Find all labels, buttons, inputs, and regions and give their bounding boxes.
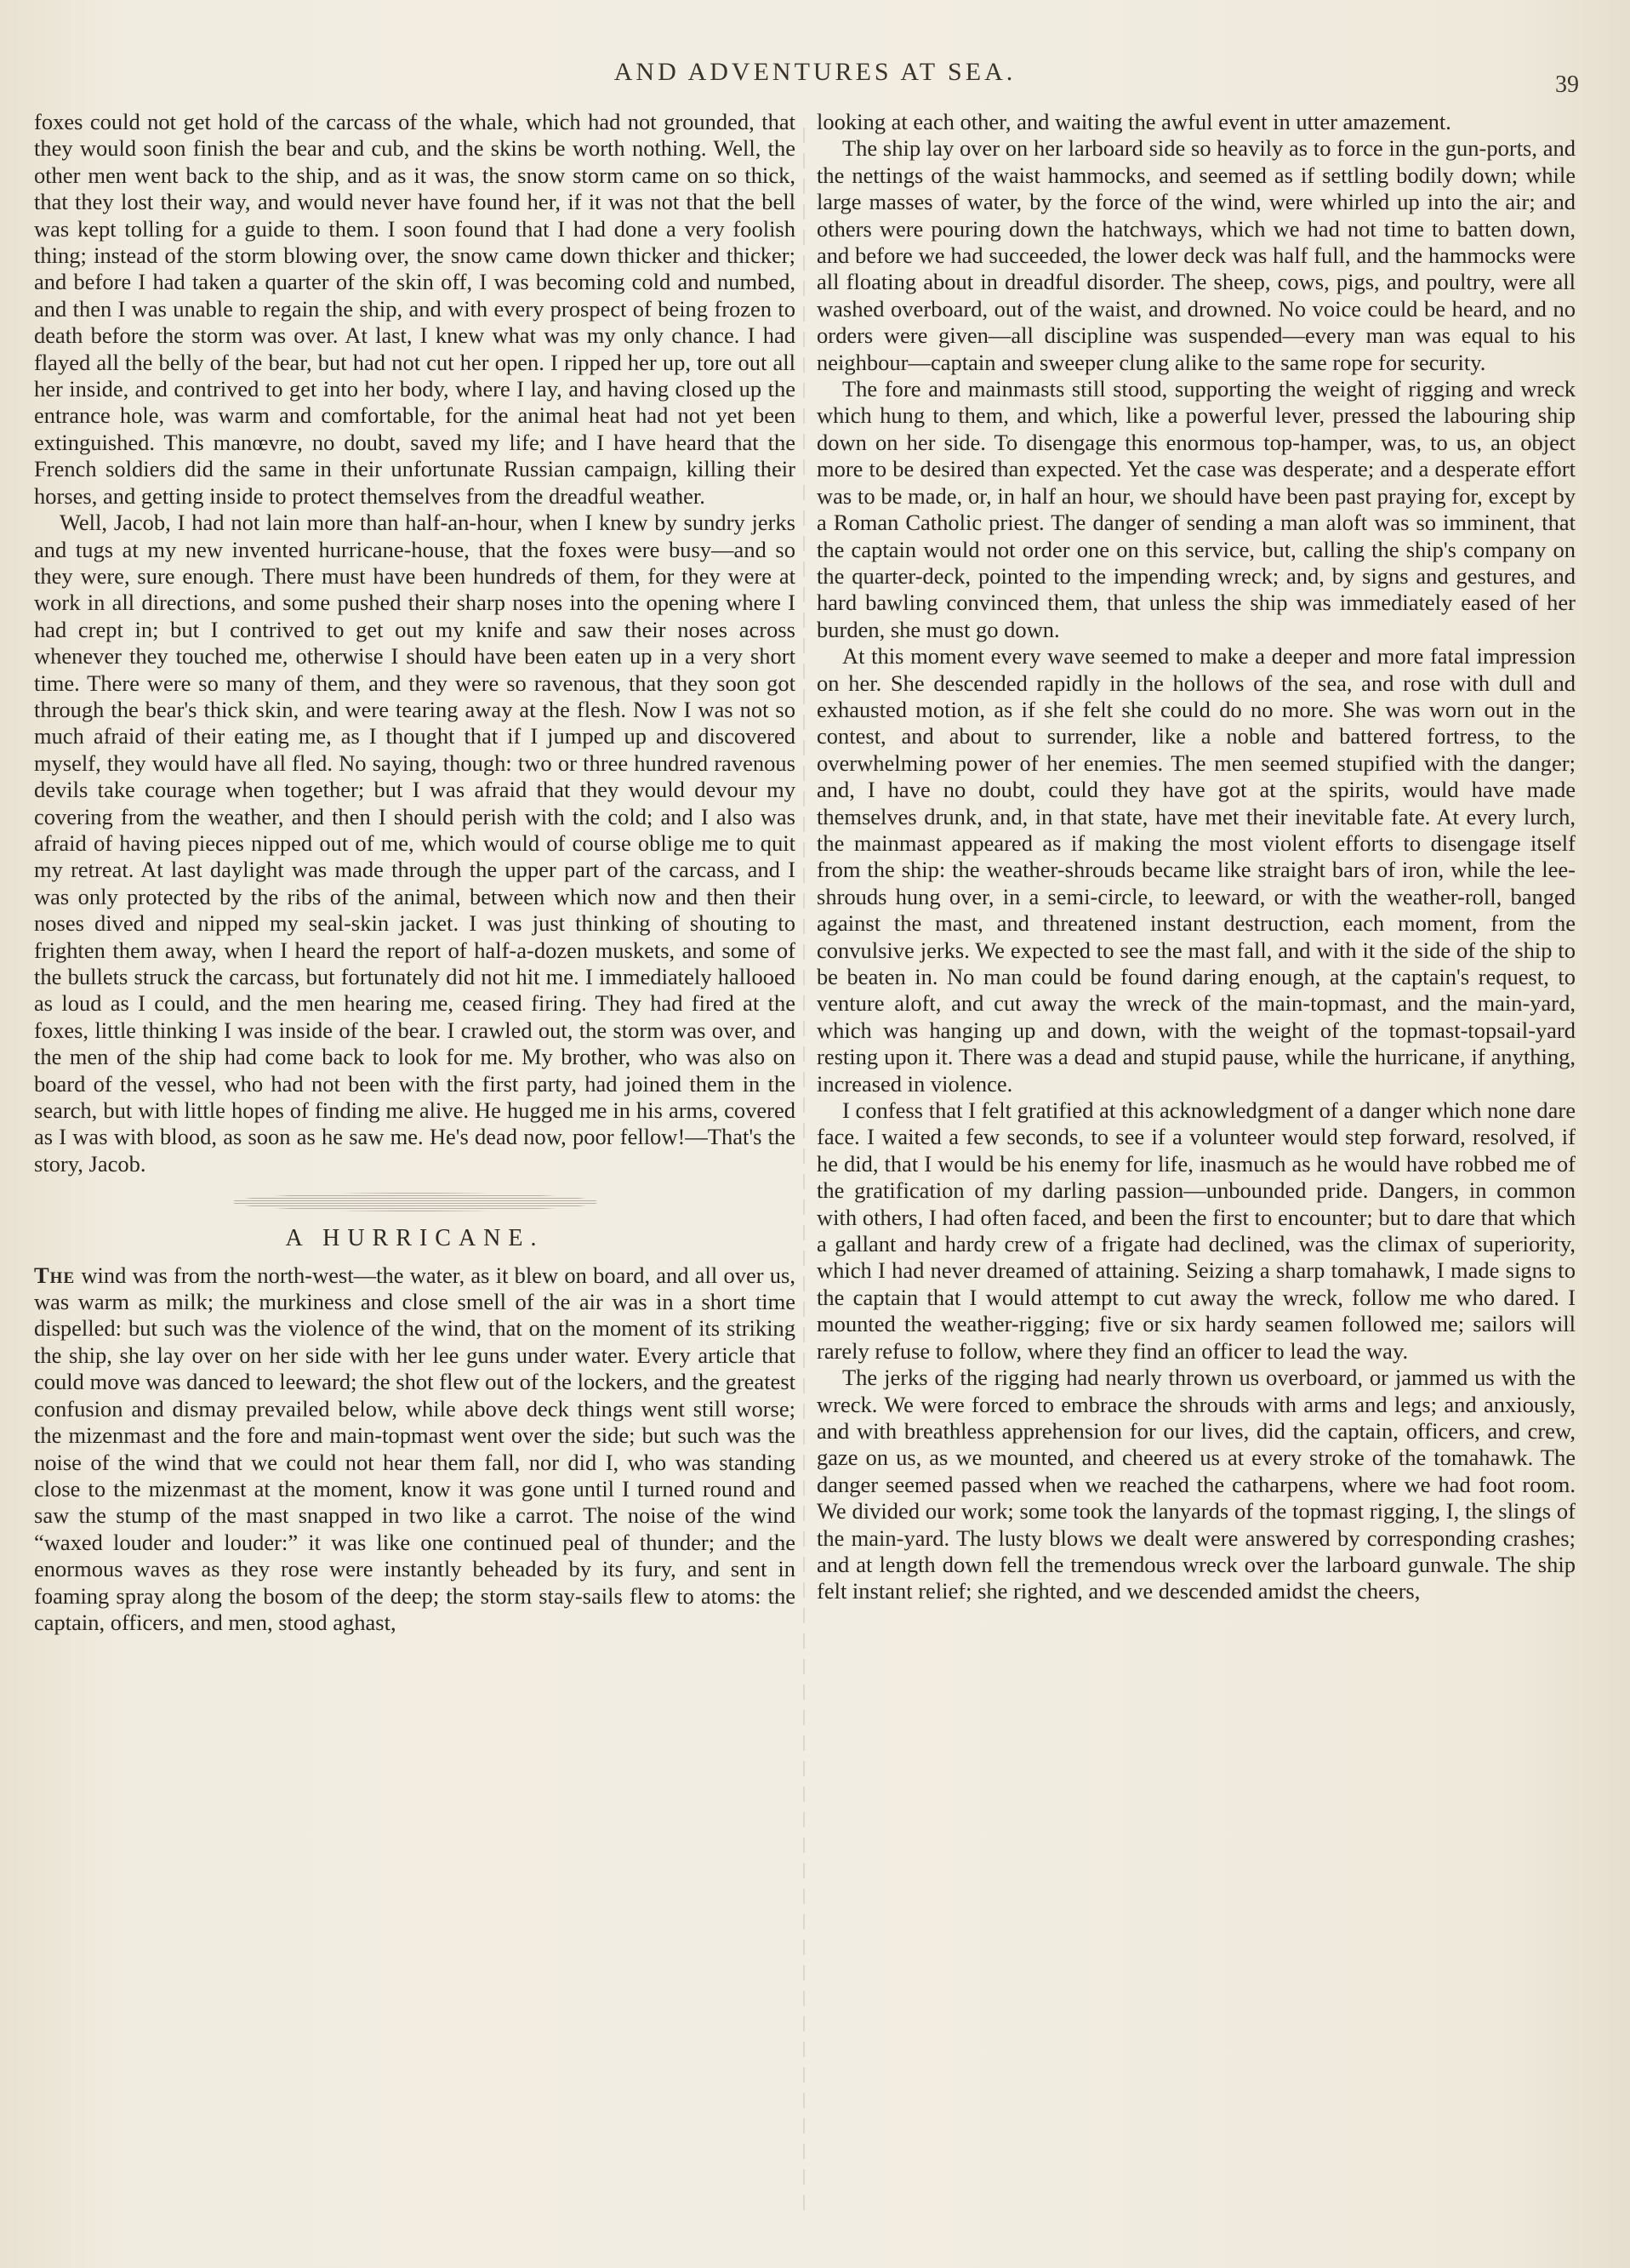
right-column (817, 109, 1576, 1605)
paragraph-amazement: looking at each other, and waiting the awful event in utter amazement. (817, 109, 1451, 134)
column-divider (803, 128, 805, 2220)
section-title: A HURRICANE. (285, 1225, 544, 1252)
paragraph-rigging-jerks: The jerks of the rigging had nearly thrown us overboard, or jammed us with the wreck. We were forced to embrace the shrouds with arms and legs; and anxiously, and with breathless apprehension for our lives, did the captain, officers, and crew, gaze on us, as we mounted, and cheered us at every stroke of the tomahawk. The danger seemed passed when we reached the catharpens, where we had foot room. We divided our work; some took the lanyards of the topmast rigging, I, the slings of the main-yard. The lusty blows we dealt were answered by corresponding crashes; and at length down fell the tremendous wreck over the larboard gunwale. The ship felt instant relief; she righted, and we descended amidst the cheers, (817, 1365, 1576, 1604)
left-column (34, 109, 795, 1636)
page-number: 39 (1555, 71, 1579, 98)
paragraph-ship-lay-over: The ship lay over on her larboard side so heavily as to force in the gun-ports, and the nettings of the waist hammocks, and seemed as if settling bodily down; while large masses of water, by the force of the wind, were whirled up into the air; and others were pouring down the hatchways, which we had not time to batten down, and before we had succeeded, the lower deck was half full, and the hammocks were all floating about in dreadful disorder. The sheep, cows, pigs, and poultry, were all washed overboard, out of the waist, and drowned. No voice could be heard, and no orders were given—all discipline was suspended—every man was equal to his neighbour—captain and sweeper clung alike to the same rope for security. (817, 135, 1576, 375)
paragraph-hurricane-opening (34, 1262, 795, 1637)
paragraph-fore-mainmasts: The fore and mainmasts still stood, supporting the weight of rigging and wreck which hung to them, and which, like a powerful lever, pressed the labouring ship down on her side. To disengage this enormous top-hamper, was, to us, an object more to be desired than expected. Yet the case was desperate; and a desperate effort was to be made, or, in half an hour, we should have been past praying for, except by a Roman Catholic priest. The danger of sending a man aloft was so imminent, that the captain would not order one on this service, but, calling the ship's company on the quarter-deck, pointed to the impending wreck; and, by signs and gestures, and hard bawling convinced them, that unless the ship was immediately eased of her burden, she must go down. (817, 376, 1576, 642)
paragraph-every-wave: At this moment every wave seemed to make a deeper and more fatal impression on her. She descended rapidly in the hollows of the sea, and rose with dull and exhausted motion, as if she felt she could do no more. She was worn out in the contest, and about to surrender, like a noble and battered fortress, to the overwhelming power of her enemies. The men seemed stupified with the danger; and, I have no doubt, could they have got at the spirits, would have made themselves drunk, and, in that state, have met their inevitable fate. At every lurch, the mainmast appeared as if making the most violent efforts to disengage itself from the ship: the weather-shrouds became like straight bars of iron, while the lee-shrouds hung over, in a semi-circle, to leeward, or with the weather-roll, banged against the mast, and threatened instant destruction, each moment, from the convulsive jerks. We expected to see the mast fall, and with it the side of the ship to be beaten in. No man could be found daring enough, at the captain's request, to venture aloft, and cut away the wreck of the main-topmast, and the main-yard, which was hanging up and down, with the weight of the topmast-topsail-yard resting upon it. There was a dead and stupid pause, while the hurricane, if anything, increased in violence. (817, 643, 1576, 1097)
drop-word: The (34, 1262, 76, 1288)
paragraph-hurricane-opening-text: wind was from the north-west—the water, as it blew on board, and all over us, was warm as milk; the murkiness and close smell of the air was in a short time dispelled: but such was the violence of the wind, that on the moment of its striking the ship, she lay over on her side with her lee guns under water. Every article that could move was danced to leeward; the shot flew out of the lockers, and the greatest confusion and dismay prevailed below, while above deck things went still worse; the mizenmast and the fore and main-topmast went over the side; but such was the noise of the wind that we could not hear them fall, nor did I, who was standing close to the mizenmast at the moment, know it was gone until I turned round and saw the stump of the mast snapped in two like a carrot. The noise of the wind “waxed louder and louder:” it was like one continued peal of thunder; and the enormous waves as they rose were instantly beheaded by its fury, and sent in foaming spray along the bosom of the deep; the storm stay-sails flew to atoms: the captain, officers, and men, stood aghast, (34, 1262, 795, 1635)
section-divider-ornament (232, 1193, 598, 1211)
running-header: AND ADVENTURES AT SEA. (613, 58, 1017, 86)
paragraph-hurricane-house: Well, Jacob, I had not lain more than half-an-hour, when I knew by sundry jerks and tugs at my new invented hurricane-house, that the foxes were busy—and so they were, sure enough. There must have been hundreds of them, for they were at work in all directions, and some pushed their sharp noses into the opening where I had crept in; but I contrived to get out my knife and saw their noses across whenever they touched me, otherwise I should have been eaten up in a very short time. There were so many of them, and they were so ravenous, that they soon got through the bear's thick skin, and were tearing away at the flesh. Now I was not so much afraid of their eating me, as I thought that if I jumped up and discovered myself, they would have all fled. No saying, though: two or three hundred ravenous devils take courage when together; but I was afraid that they would devour my covering from the weather, and then I should perish with the cold; and I also was afraid of having pieces nipped out of me, which would of course oblige me to quit my retreat. At last daylight was made through the upper part of the carcass, and I was only protected by the ribs of the animal, between which now and then their noses dived and nipped my seal-skin jacket. I was just thinking of shouting to frighten them away, when I heard the report of half-a-dozen muskets, and some of the bullets struck the carcass, but fortunately did not hit me. I immediately hallooed as loud as I could, and the men hearing me, ceased firing. They had fired at the foxes, little thinking I was inside of the bear. I crawled out, the storm was over, and the men of the ship had come back to look for me. My brother, who was also on board of the vessel, who had not been with the first party, had joined them in the search, but with little hopes of finding me alive. He hugged me in his arms, covered as I was with blood, as soon as he saw me. He's dead now, poor fellow!—That's the story, Jacob. (34, 510, 795, 1177)
paragraph-confession: I confess that I felt gratified at this acknowledgment of a danger which none dare face. I waited a few seconds, to see if a volunteer would step forward, resolved, if he did, that I would be his enemy for life, inasmuch as he would have robbed me of the gratification of my darling passion—unbounded pride. Dangers, in common with others, I had often faced, and been the first to encounter; but to dare that which a gallant and hardy crew of a frigate had declined, was the climax of superiority, which I had never dreamed of attaining. Seizing a sharp tomahawk, I made signs to the captain that I would attempt to cut away the wreck, follow me who dared. I mounted the weather-rigging; five or six hardy seamen followed me; sailors will rarely refuse to follow, where they find an officer to lead the way. (817, 1097, 1576, 1364)
paragraph-foxes-story: foxes could not get hold of the carcass of the whale, which had not grounded, that they would soon finish the bear and cub, and the skins be worth nothing. Well, the other men went back to the ship, and as it was, the snow storm came on so thick, that they lost their way, and would never have found her, if it was not that the bell was kept tolling for a guide to them. I soon found that I had done a very foolish thing; instead of the storm blowing over, the snow came down thicker and thicker; and before I had taken a quarter of the skin off, I was becoming cold and numbed, and then I was unable to regain the ship, and with every prospect of being frozen to death before the storm was over. At last, I knew what was my only chance. I had flayed all the belly of the bear, but had not cut her open. I ripped her up, tore out all her inside, and contrived to get into her body, where I lay, and having closed up the entrance hole, was warm and comfortable, for the animal heat had not yet been extinguished. This manœvre, no doubt, saved my life; and I have heard that the French soldiers did the same in their unfortunate Russian campaign, killing their horses, and getting inside to protect themselves from the dreadful weather. (34, 109, 795, 509)
